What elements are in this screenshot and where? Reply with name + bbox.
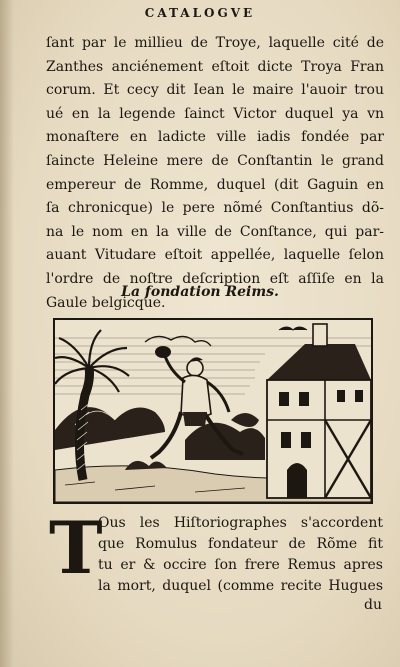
text-line: Gaule belgicque. — [46, 294, 166, 311]
section-heading: La fondation Reims. — [121, 284, 279, 300]
text-line: ſant par le millieu de Troye, laquelle cité de — [46, 35, 384, 51]
text-line: ſa chronicque) le pere nõmé Conſtantius dõ- — [46, 200, 384, 217]
catchword: du — [364, 597, 382, 613]
drop-cap: T — [49, 505, 103, 590]
paragraph-2 — [98, 513, 383, 597]
text-line: l'ordre de noſtre deſcription eſt aſſiſe en la — [46, 270, 384, 287]
text-line: ué en la legende ſainct Victor duquel ya vn — [46, 105, 384, 122]
text-line: la mort, duquel (comme recite Hugues — [98, 578, 383, 594]
running-head: CATALOGVE — [144, 6, 256, 20]
text-line: monaſtere en ladicte ville iadis fondée par — [46, 129, 384, 146]
woodcut-svg — [55, 320, 371, 502]
text-line: Ous les Hiſtoriographes s'accordent — [98, 515, 383, 531]
text-line: corum. Et cecy dit Iean le maire l'auoir trou — [46, 82, 384, 99]
text-line: tu er & occire ſon frere Remus apres — [98, 557, 383, 573]
woodcut-illustration — [53, 318, 373, 504]
text-line: Zanthes anciénement eſtoit dicte Troya Fran — [46, 58, 384, 75]
page-gutter-shadow — [0, 0, 14, 667]
text-line: ſaincte Heleine mere de Conſtantin le grand — [46, 152, 384, 169]
text-line: que Romulus fondateur de Rõme fit — [98, 536, 383, 552]
text-line: empereur de Romme, duquel (dit Gaguin en — [46, 176, 384, 193]
text-line: auant Vitudare eſtoit appellée, laquelle ſelon — [46, 247, 384, 264]
text-line: na le nom en la ville de Conſtance, qui par- — [46, 223, 384, 240]
paragraph-1 — [46, 32, 384, 315]
